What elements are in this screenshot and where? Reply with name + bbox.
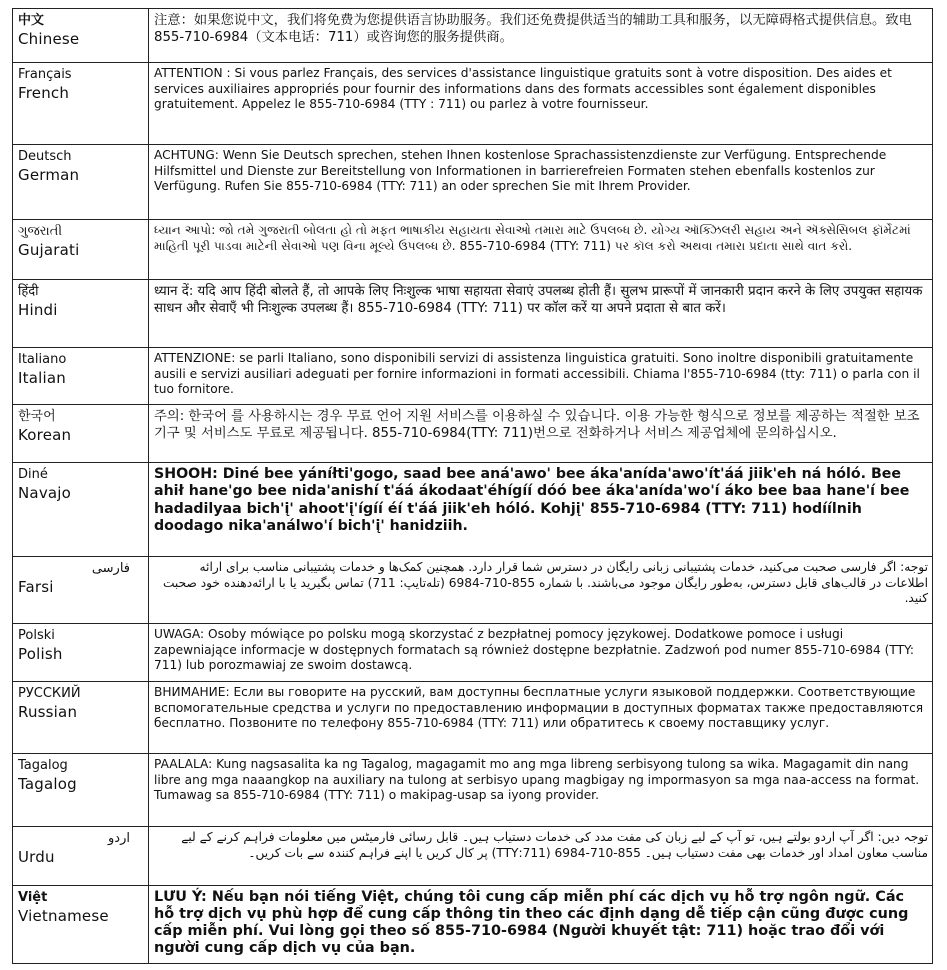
english-name: Tagalog — [18, 775, 77, 793]
native-name: Deutsch — [18, 149, 72, 164]
row-urdu — [13, 827, 933, 886]
language-name-cell — [13, 682, 149, 754]
english-name: Gujarati — [18, 241, 80, 259]
row-gujarati — [13, 220, 933, 280]
language-name-cell — [13, 145, 149, 220]
language-name-cell — [13, 557, 149, 624]
english-name: Korean — [18, 426, 72, 444]
notice-text: PAALALA: Kung nagsasalita ka ng Tagalog, magagamit mo ang mga libreng serbisyong tulong sa wika. Magagamit din nang libre ang mga naaangkop na auxiliary na tulong at serbisyo upang magbigay ng impormasyon sa mga naa-access na format. Tumawag sa 855-710-6984 (TTY: 711) o makipag-usap sa iyong provider. — [149, 754, 933, 827]
notice-text: ACHTUNG: Wenn Sie Deutsch sprechen, stehen Ihnen kostenlose Sprachassistenzdienste zur Verfügung. Entsprechende Hilfsmittel und Dienste zur Bereitstellung von Informationen in barrierefreien Formaten stehen ebenfalls kostenlos zur Verfügung. Rufen Sie 855-710-6984 (TTY: 711) an oder sprechen Sie mit Ihrem Provider. — [149, 145, 933, 220]
notice-text: ध्यान दें: यदि आप हिंदी बोलते हैं, तो आपके लिए निःशुल्क भाषा सहायता सेवाएं उपलब्ध होती हैं। सुलभ प्रारूपों में जानकारी प्रदान करने के लिए उपयुक्त सहायक साधन और सेवाएँ भी निःशुल्क उपलब्ध हैं। 855-710-6984 (TTY: 711) पर कॉल करें या अपने प्रदाता से बात करें। — [149, 280, 933, 348]
native-name: Diné — [18, 467, 48, 482]
notice-text: ATTENZIONE: se parli Italiano, sono disponibili servizi di assistenza linguistica gratuiti. Sono inoltre disponibili gratuitamente ausili e servizi ausiliari adeguati per fornire informazioni in formati accessibili. Chiama l'855-710-6984 (tty: 711) o parla con il tuo fornitore. — [149, 348, 933, 405]
row-tagalog — [13, 754, 933, 827]
language-name-cell — [13, 9, 149, 63]
native-name: ગુજરાતી — [18, 224, 63, 239]
native-name: Italiano — [18, 352, 67, 367]
english-name: Chinese — [18, 30, 80, 48]
language-name-cell — [13, 405, 149, 463]
english-name: Italian — [18, 369, 66, 387]
notice-text: ધ્યાન આપો: જો તમે ગુજરાતી બોલતા હો તો મફત ભાષાકીય સહાયતા સેવાઓ તમારા માટે ઉપલબ્ધ છે. યોગ્ય ઑક્ઝિલરી સહાય અને ઍક્સેસિબલ ફૉર્મેટમાં માહિતી પૂરી પાડવા માટેની સેવાઓ પણ વિના મૂલ્યે ઉપલબ્ધ છે. 855-710-6984 (TTY: 711) પર કૉલ કરો અથવા તમારા પ્રદાતા સાથે વાત કરો. — [149, 220, 933, 280]
native-name: Français — [18, 67, 72, 82]
notice-text: UWAGA: Osoby mówiące po polsku mogą skorzystać z bezpłatnej pomocy językowej. Dodatkowe pomoce i usługi zapewniające informacje w dostępnych formatach są również dostępne bezpłatnie. Zadzwoń pod numer 855-710-6984 (TTY: 711) lub porozmawiaj ze swoim dostawcą. — [149, 624, 933, 682]
row-hindi — [13, 280, 933, 348]
notice-text: ATTENTION : Si vous parlez Français, des services d'assistance linguistique gratuits sont à votre disposition. Des aides et services auxiliaires appropriés pour fournir des informations dans des formats accessibles sont également disponibles gratuitement. Appelez le 855-710-6984 (TTY : 711) ou parlez à votre fournisseur. — [149, 63, 933, 145]
row-vietnamese — [13, 886, 933, 964]
row-farsi — [13, 557, 933, 624]
language-name-cell — [13, 827, 149, 886]
notice-text: SHOOH: Diné bee yáníłti'gogo, saad bee aná'awo' bee áka'anída'awo'ít'áá jiik'eh ná hóló. Bee ahił hane'go bee nida'anishí t'áá ákodaat'éhígíí dóó bee áka'anída'wo'í áko bee baa hane'í bee hadadilyaa bich'į' ahoot'į'ígíí éí t'áá jiik'eh hóló. Kohjį' 855-710-6984 (TTY: 711) hodíílnih doodago nika'análwo'í bich'į' hanidziih. — [149, 463, 933, 557]
english-name: Russian — [18, 703, 78, 721]
notice-text: ВНИМАНИЕ: Если вы говорите на русский, вам доступны бесплатные услуги языковой поддержки. Соответствующие вспомогательные средства и услуги по предоставлению информации в доступных форматах также предоставляются бесплатно. Позвоните по телефону 855-710-6984 (TTY: 711) или обратитесь к своему поставщику услуг. — [149, 682, 933, 754]
notice-text: 주의: 한국어 를 사용하시는 경우 무료 언어 지원 서비스를 이용하실 수 있습니다. 이용 가능한 형식으로 정보를 제공하는 적절한 보조 기구 및 서비스도 무료로 제공됩니다. 855-710-6984(TTY: 711)번으로 전화하거나 서비스 제공업체에 문의하십시오. — [149, 405, 933, 463]
language-name-cell — [13, 754, 149, 827]
english-name: Farsi — [18, 578, 54, 596]
row-polish — [13, 624, 933, 682]
notice-text: 注意：如果您说中文，我们将免费为您提供语言协助服务。我们还免费提供适当的辅助工具和服务，以无障碍格式提供信息。致电 855-710-6984（文本电话：711）或咨询您的服务提供商。 — [149, 9, 933, 63]
english-name: German — [18, 166, 80, 184]
language-name-cell — [13, 63, 149, 145]
notice-text: توجہ دیں: اگر آپ اردو بولتے ہیں، تو آپ کے لیے زبان کی مفت مدد کی خدمات دستیاب ہیں۔ قابل رسائی فارمیٹس میں معلومات فراہم کرنے کے لیے مناسب معاون امداد اور خدمات بھی مفت دستیاب ہیں۔ 855-710-6984 (711:TTY) پر کال کریں یا اپنے فراہم کنندہ سے بات کریں۔ — [149, 827, 933, 886]
row-french — [13, 63, 933, 145]
language-name-cell — [13, 220, 149, 280]
row-italian — [13, 348, 933, 405]
native-name: Việt — [18, 890, 48, 905]
notice-text: توجه: اگر فارسی صحبت می‌کنید، خدمات پشتیبانی زبانی رایگان در دسترس شما قرار دارد. همچنین کمک‌ها و خدمات پشتیبانی مناسب برای ارائه اطلاعات در قالب‌های قابل دسترس، به‌طور رایگان موجود می‌باشند. با شماره 855-710-6984 (تله‌تایپ: 711) تماس بگیرید یا با ارائه‌دهنده خود صحبت کنید. — [149, 557, 933, 624]
native-name: اردو — [108, 831, 130, 846]
native-name: Polski — [18, 628, 55, 643]
row-chinese — [13, 9, 933, 63]
english-name: Polish — [18, 645, 63, 663]
english-name: French — [18, 84, 70, 102]
english-name: Hindi — [18, 301, 58, 319]
english-name: Navajo — [18, 484, 72, 502]
native-name: فارسی — [91, 561, 130, 576]
row-navajo — [13, 463, 933, 557]
language-name-cell — [13, 624, 149, 682]
english-name: Vietnamese — [18, 907, 109, 925]
row-russian — [13, 682, 933, 754]
row-german — [13, 145, 933, 220]
native-name: Tagalog — [18, 758, 68, 773]
native-name: РУССКИЙ — [18, 686, 81, 701]
language-name-cell — [13, 463, 149, 557]
native-name: 한국어 — [18, 409, 56, 424]
native-name: हिंदी — [18, 284, 39, 299]
language-assistance-table — [12, 8, 933, 964]
language-name-cell — [13, 348, 149, 405]
notice-text: LƯU Ý: Nếu bạn nói tiếng Việt, chúng tôi cung cấp miễn phí các dịch vụ hỗ trợ ngôn ngữ. Các hỗ trợ dịch vụ phù hợp để cung cấp thông tin theo các định dạng dễ tiếp cận cũng được cung cấp miễn phí. Vui lòng gọi theo số 855-710-6984 (Người khuyết tật: 711) hoặc trao đổi với người cung cấp dịch vụ của bạn. — [149, 886, 933, 964]
native-name: 中文 — [18, 13, 45, 28]
language-name-cell — [13, 280, 149, 348]
row-korean — [13, 405, 933, 463]
english-name: Urdu — [18, 848, 55, 866]
language-name-cell — [13, 886, 149, 964]
